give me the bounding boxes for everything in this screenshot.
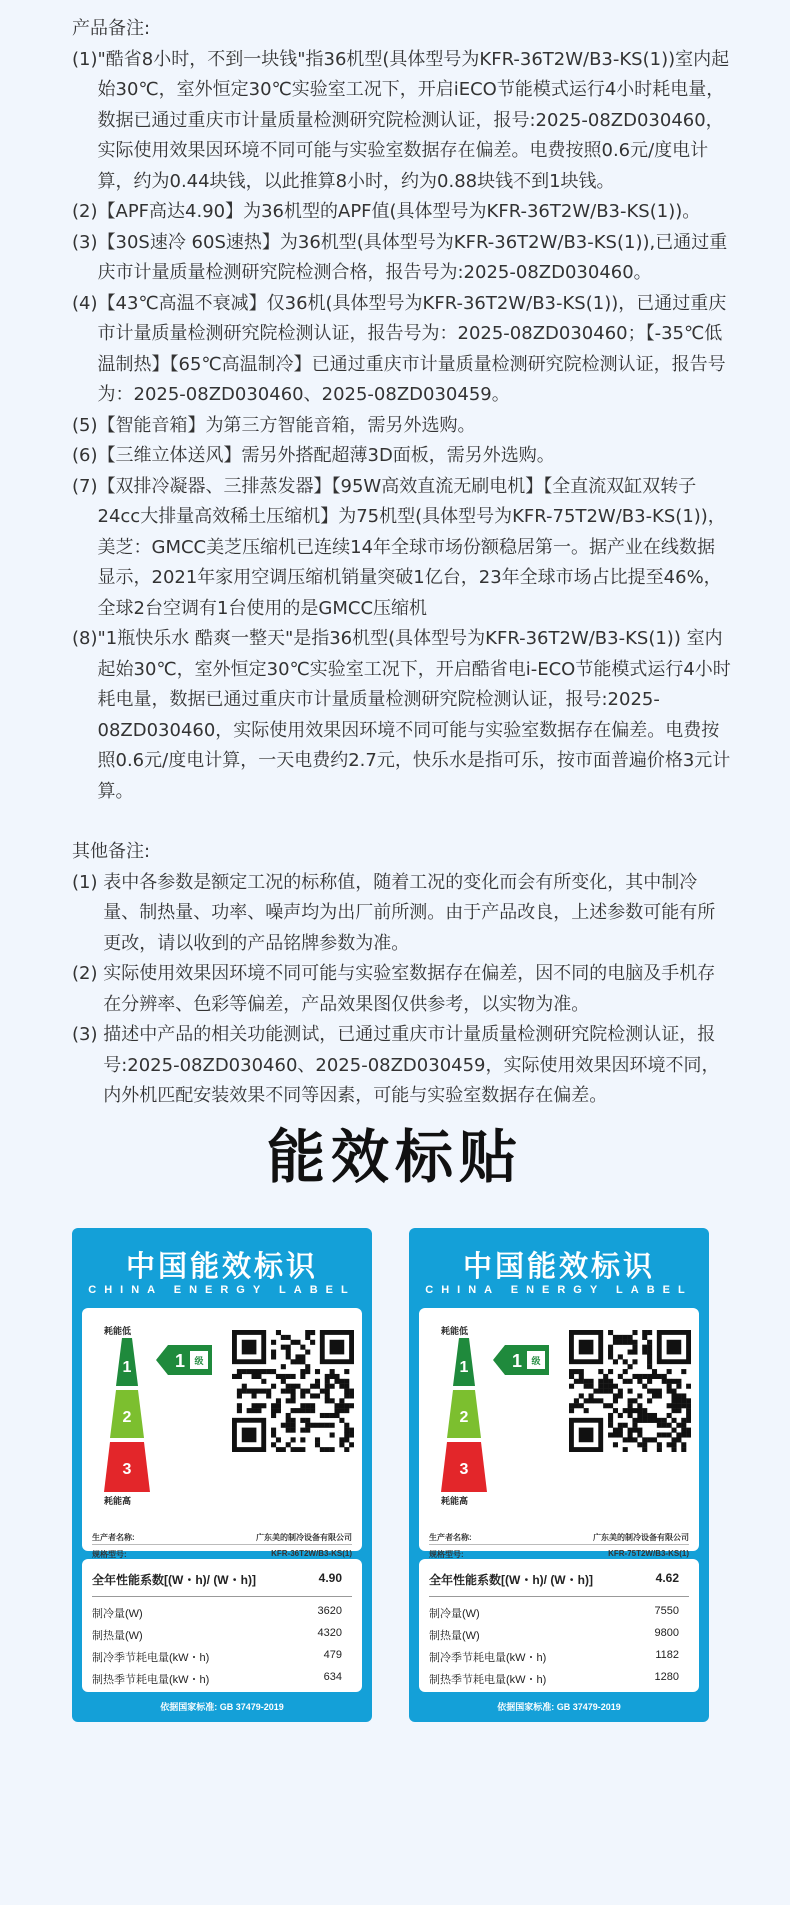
note-text: 【43℃高温不衰减】仅36机(具体型号为KFR-36T2W/B3-KS(1))，已通过重庆市计量质量检测研究院检测认证，报告号为：2025-08ZD030460；【-35℃低温制热】【65℃高温制冷】已通过重庆市计量质量检测研究院检测认证，报告号为：2025-08ZD030460、2025-08ZD030459。: [97, 292, 727, 405]
apf-label: 全年性能系数[(W・h)/ (W・h)]: [429, 1573, 593, 1587]
energy-label-card: [409, 1228, 709, 1722]
china-energy-label-title: 中国能效标识: [462, 1251, 655, 1283]
note-text: 【APF高达4.90】为36机型的APF值(具体型号为KFR-36T2W/B3-KS(1))。: [97, 201, 701, 222]
model-label: 规格型号:: [92, 1550, 127, 1559]
note-number: (8): [72, 628, 98, 649]
energy-label-section-title: 能效标贴: [266, 1123, 523, 1191]
apf-label: 全年性能系数[(W・h)/ (W・h)]: [92, 1573, 256, 1587]
label-performance-panel: [82, 1559, 362, 1692]
heating-season-row: [92, 1671, 352, 1687]
heating-capacity-label: 制热量(W): [429, 1630, 480, 1642]
note-text: 【双排冷凝器、三排蒸发器】【95W高效直流无刷电机】【全直流双缸双转子24cc大排量高效稀土压缩机】为75机型(具体型号为KFR-75T2W/B3-KS(1))，美芝：GMCC美芝压缩机已连续14年全球市场份额稳居第一。据产业在线数据显示，2021年家用空调压缩机销量突破1亿台，23年全球市场占比提至46%，全球2台空调有1台使用的是GMCC压缩机: [97, 475, 726, 619]
note-item: [72, 289, 732, 411]
other-note-item: [72, 1020, 732, 1112]
cooling-season-value: 1182: [655, 1649, 679, 1661]
note-text: 【智能音箱】为第三方智能音箱，需另外选购。: [97, 414, 476, 436]
heating-season-row: [429, 1671, 689, 1687]
note-item: [72, 45, 732, 198]
cooling-capacity-value: 3620: [317, 1605, 342, 1617]
china-energy-label-subtitle: CHINA ENERGY LABEL: [425, 1284, 693, 1296]
cooling-capacity-value: 7550: [654, 1605, 679, 1617]
note-item: [72, 197, 732, 228]
producer-label: 生产者名称:: [92, 1533, 135, 1542]
cooling-season-row: [429, 1649, 689, 1665]
grade-2-text: 2: [459, 1409, 469, 1426]
performance-divider: [429, 1596, 689, 1597]
badge-number: 1: [174, 1351, 186, 1371]
china-energy-label-subtitle: CHINA ENERGY LABEL: [88, 1284, 356, 1296]
producer-value: 广东美的制冷设备有限公司: [593, 1533, 689, 1542]
grade-1-text: 1: [122, 1359, 132, 1376]
high-consumption-label: 耗能高: [104, 1496, 132, 1506]
note-number: (5): [72, 414, 98, 436]
qr-code-icon: [232, 1330, 354, 1452]
heating-season-value: 634: [323, 1671, 342, 1683]
label-performance-panel: [419, 1559, 699, 1692]
note-item: [72, 441, 732, 472]
heating-season-value: 1280: [654, 1671, 679, 1683]
other-note-item: [72, 868, 732, 960]
apf-row: [429, 1571, 689, 1588]
note-item: [72, 228, 732, 289]
note-text: 【三维立体送风】需另外搭配超薄3D面板，需另外选购。: [97, 445, 555, 466]
note-number: (2): [72, 201, 98, 222]
high-consumption-label: 耗能高: [441, 1496, 469, 1506]
model-value: KFR-75T2W/B3-KS(1): [608, 1549, 689, 1558]
heating-capacity-value: 9800: [654, 1627, 679, 1639]
apf-row: [92, 1571, 352, 1588]
heating-season-label: 制热季节耗电量(kW・h): [92, 1674, 210, 1686]
note-text: "酷省8小时，不到一块钱"指36机型(具体型号为KFR-36T2W/B3-KS(1))室内起始30℃，室外恒定30℃实验室工况下，开启iECO节能模式运行4小时耗电量，数据已通过重庆市计量质量检测研究院检测认证，报号:2025-08ZD030460，实际使用效果因环境不同可能与实验室数据存在偏差。电费按照0.6元/度电计算，约为0.44块钱，以此推算8小时，约为0.88块钱不到1块钱。: [97, 48, 730, 192]
cooling-capacity-row: [92, 1605, 352, 1621]
grade-3-text: 3: [459, 1461, 469, 1478]
national-standard-text: 依据国家标准: GB 37479-2019: [497, 1702, 621, 1712]
note-number: (3): [72, 1024, 104, 1045]
cooling-season-label: 制冷季节耗电量(kW・h): [92, 1652, 210, 1664]
note-item: [72, 472, 732, 625]
low-consumption-label: 耗能低: [104, 1326, 132, 1336]
heating-capacity-row: [92, 1627, 352, 1643]
note-number: (3): [72, 231, 98, 253]
note-number: (4): [72, 292, 98, 314]
note-number: (1): [72, 48, 98, 70]
producer-label: 生产者名称:: [429, 1533, 472, 1542]
performance-divider: [92, 1596, 352, 1597]
apf-value: 4.62: [655, 1571, 679, 1585]
note-item: [72, 411, 732, 442]
grade-badge-icon: [493, 1345, 549, 1375]
badge-unit: 级: [531, 1357, 541, 1367]
note-number: (2): [72, 963, 104, 984]
label-grade-panel: [419, 1308, 699, 1559]
info-divider: [92, 1544, 352, 1545]
note-text: 实际使用效果因环境不同可能与实验室数据存在偏差，因不同的电脑及手机存在分辨率、色彩等偏差，产品效果图仅供参考，以实物为准。: [103, 963, 716, 1015]
note-number: (1): [72, 871, 104, 893]
producer-row: [429, 1532, 689, 1543]
qr-code-icon: [569, 1330, 691, 1452]
apf-value: 4.90: [318, 1571, 342, 1585]
grade-1-text: 1: [459, 1359, 469, 1376]
heating-season-label: 制热季节耗电量(kW・h): [429, 1674, 547, 1686]
product-notes-heading: 产品备注:: [72, 18, 151, 39]
note-text: "1瓶快乐水 酷爽一整天"是指36机型(具体型号为KFR-36T2W/B3-KS(1)) 室内起始30℃，室外恒定30℃实验室工况下，开启酷省电i-ECO节能模式运行4小时耗电量，数据已通过重庆市计量质量检测研究院检测认证，报号:2025-08ZD030460，实际使用效果因环境不同可能与实验室数据存在偏差。电费按照0.6元/度电计算，一天电费约2.7元，快乐水是指可乐，按市面普遍价格3元计算。: [97, 628, 731, 802]
heating-capacity-label: 制热量(W): [92, 1630, 143, 1642]
other-note-item: [72, 959, 732, 1020]
cooling-season-row: [92, 1649, 352, 1665]
note-number: (6): [72, 445, 98, 466]
heating-capacity-value: 4320: [317, 1627, 342, 1639]
model-value: KFR-36T2W/B3-KS(1): [271, 1549, 352, 1558]
china-energy-label-title: 中国能效标识: [125, 1251, 318, 1283]
cooling-season-label: 制冷季节耗电量(kW・h): [429, 1652, 547, 1664]
other-notes-heading: 其他备注:: [72, 841, 151, 862]
cooling-capacity-label: 制冷量(W): [429, 1608, 480, 1620]
note-text: 描述中产品的相关功能测试，已通过重庆市计量质量检测研究院检测认证，报号:2025-08ZD030460、2025-08ZD030459，实际使用效果因环境不同，内外机匹配安装效果不同等因素，可能与实验室数据存在偏差。: [103, 1024, 720, 1106]
producer-value: 广东美的制冷设备有限公司: [256, 1533, 352, 1542]
grade-badge-icon: [156, 1345, 212, 1375]
notes-spacer: [72, 807, 732, 837]
low-consumption-label: 耗能低: [441, 1326, 469, 1336]
notes-section: [72, 14, 732, 1112]
national-standard-text: 依据国家标准: GB 37479-2019: [160, 1702, 284, 1712]
cooling-capacity-row: [429, 1605, 689, 1621]
grade-pyramid-icon: [441, 1338, 487, 1492]
note-number: (7): [72, 475, 98, 497]
model-label: 规格型号:: [429, 1550, 464, 1559]
heating-capacity-row: [429, 1627, 689, 1643]
badge-number: 1: [511, 1351, 523, 1371]
energy-label-card: [72, 1228, 372, 1722]
badge-unit: 级: [194, 1357, 204, 1367]
cooling-season-value: 479: [323, 1649, 342, 1661]
info-divider: [429, 1544, 689, 1545]
note-item: [72, 624, 732, 807]
grade-pyramid-icon: [104, 1338, 150, 1492]
producer-row: [92, 1532, 352, 1543]
cooling-capacity-label: 制冷量(W): [92, 1608, 143, 1620]
grade-3-text: 3: [122, 1461, 132, 1478]
label-grade-panel: [82, 1308, 362, 1559]
note-text: 表中各参数是额定工况的标称值，随着工况的变化而会有所变化，其中制冷量、制热量、功率、噪声均为出厂前所测。由于产品改良，上述参数可能有所更改，请以收到的产品铭牌参数为准。: [103, 871, 716, 954]
grade-2-text: 2: [122, 1409, 132, 1426]
note-text: 【30S速冷 60S速热】为36机型(具体型号为KFR-36T2W/B3-KS(1)),已通过重庆市计量质量检测研究院检测合格，报告号为:2025-08ZD030460。: [97, 231, 728, 283]
